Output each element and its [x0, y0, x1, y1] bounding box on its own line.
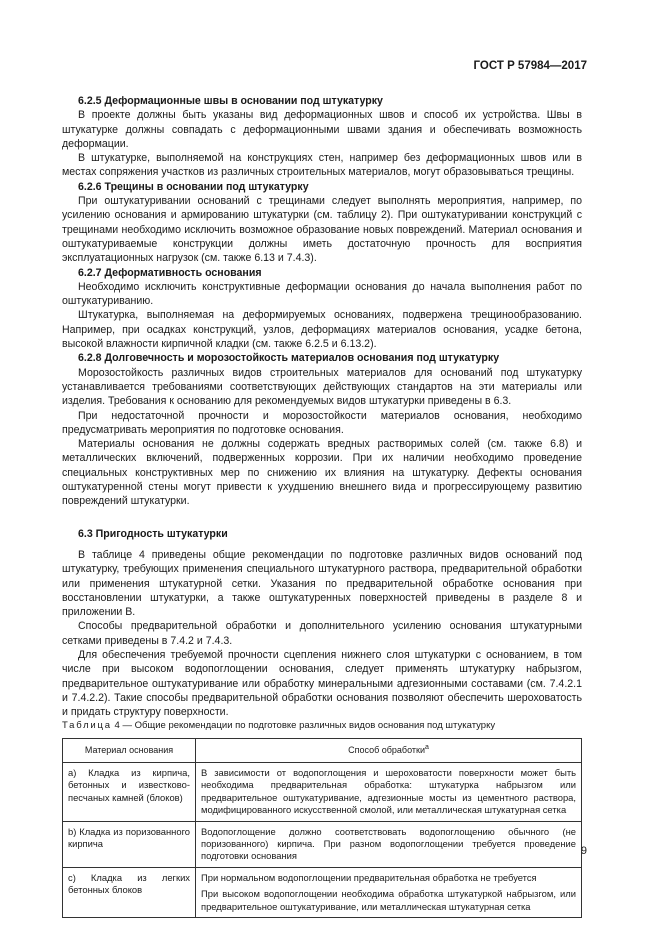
- method-cell: [196, 821, 582, 867]
- table-caption: [62, 719, 582, 732]
- material-cell: с) Кладка из легких бетонных блоков: [63, 867, 196, 917]
- subsection-heading: 6.2.7 Деформативность основания: [78, 266, 262, 279]
- document-header: ГОСТ Р 57984—2017: [473, 60, 587, 72]
- method-cell: [196, 762, 582, 821]
- paragraph: В проекте должны быть указаны вид деформационных швов и способ их устройства. Швы в штукатурке должны совпадать с деформационными швами здания и обеспечивать возможность деформации.: [62, 109, 582, 150]
- paragraph: При оштукатуривании оснований с трещинами следует выполнять мероприятия, например, по усилению основания и армированию штукатурки (см. таблицу 2). При оштукатуривании конструкций с трещинами необходимо исключить возможное образование новых повреждений. Материал основания и оштукатуриваемые конструкции должны иметь достаточную прочность для восприятия эксплуатационных нагрузок (см. также 6.13 и 7.4.3).: [62, 195, 582, 265]
- method-text: При высоком водопоглощении необходима обработка штукатуркой набрызгом, или предварительное оштукатуривание, или металлическая штукатурная сетка: [201, 888, 576, 912]
- material-cell: b) Кладка из поризованного кирпича: [63, 821, 196, 867]
- footnote-marker: а: [424, 744, 429, 752]
- table-header-row: [63, 739, 582, 762]
- column-header-material: Материал основания: [63, 739, 196, 762]
- subsection-heading: 6.2.8 Долговечность и морозостойкость материалов основания под штукатурку: [78, 352, 500, 365]
- paragraph: В штукатурке, выполняемой на конструкциях стен, например без деформационных швов или в местах сопряжения участков из различных строительных материалов, могут образовываться трещины.: [62, 152, 582, 179]
- table-row: [63, 762, 582, 821]
- paragraph: Морозостойкость различных видов строительных материалов для оснований под штукатурку устанавливается требованиями соответствующих действующих стандартов на эти материалы или изделия. Требования к основанию для рекомендуемых видов штукатурки приведены в 6.3.: [62, 366, 582, 408]
- table-row: [63, 821, 582, 867]
- material-cell: а) Кладка из кирпича, бетонных и известково-песчаных камней (блоков): [63, 762, 196, 821]
- paragraph: Штукатурка, выполняемая на деформируемых основаниях, подвержена трещинообразованию. Например, при осадках конструкций, узлов, деформациях материалов основания, усадке бетона, высокой влажности кирпичной кладки (см. также 6.2.5 и 6.13.2).: [62, 309, 582, 351]
- subsection-heading: 6.2.5 Деформационные швы в основании под штукатурку: [78, 95, 383, 107]
- paragraph: Материалы основания не должны содержать вредных растворимых солей (см. также 6.8) и металлических включений, подверженных коррозии. При их наличии необходимо проведение специальных конструктивных мер по снижению их влияния на штукатурку. Дефекты основания оштукатуренной стены могут привести к ухудшению внешнего вида и прогрессирующему развитию повреждений штукатурки.: [62, 438, 582, 508]
- paragraph: Способы предварительной обработки и дополнительного усилению основания штукатурными сетками приведены в 7.4.2 и 7.4.3.: [62, 620, 582, 647]
- method-text: При нормальном водопоглощении предварительная обработка не требуется: [201, 871, 537, 883]
- recommendations-table: [62, 738, 582, 917]
- paragraph: В таблице 4 приведены общие рекомендации по подготовке различных видов оснований под штукатурку, требующих применения специального штукатурного раствора, предварительной обработки или применения штукатурной сетки. Указания по предварительной обработке основания при восстановлении штукатурки, а также оштукатуренных поверхностей приведены в разделе 8 и приложении В.: [62, 548, 582, 619]
- method-text: Водопоглощение должно соответствовать водопоглощению обычного (не поризованного) кирпича. При разном водопоглощении требуется проведение подготовки основания: [201, 825, 576, 862]
- paragraph: Необходимо исключить конструктивные деформации основания до начала выполнения работ по оштукатуриванию.: [62, 280, 582, 308]
- paragraph: При недостаточной прочности и морозостойкости материалов основания, необходимо предусматривать мероприятия по подготовке основания.: [62, 409, 582, 436]
- method-cell: [196, 867, 582, 917]
- table-caption-label: Таблица: [62, 720, 112, 732]
- column-header-method-label: Способ обработки: [348, 745, 425, 756]
- section-heading: 6.3 Пригодность штукатурки: [78, 527, 228, 540]
- method-text: В зависимости от водопоглощения и шероховатости поверхности может быть необходима предварительная обработка: штукатурка набрызгом или предварительное оштукатуривание, адгезионные мосты из цементного раствора, модифицированного искусственной смолой, или металлическая штукатурная сетка: [201, 766, 576, 816]
- document-body: [62, 94, 582, 918]
- page-number: 9: [580, 845, 587, 857]
- table-row: [63, 867, 582, 917]
- table-caption-number: 4: [114, 720, 120, 732]
- subsection-heading: 6.2.6 Трещины в основании под штукатурку: [78, 180, 309, 193]
- table-caption-text: — Общие рекомендации по подготовке различных видов основания под штукатурку: [122, 720, 496, 732]
- column-header-method: [196, 739, 582, 762]
- paragraph: Для обеспечения требуемой прочности сцепления нижнего слоя штукатурки с основанием, в том числе при высоком водопоглощении основания, следует применять штукатурку набрызгом, предварительное оштукатуривание или обработку минеральными адгезионными составами (см. 7.4.2.1 и 7.4.2.2). Такие способы предварительной обработки основания позволяют обеспечить шероховатость и придать структуру поверхности.: [62, 648, 582, 719]
